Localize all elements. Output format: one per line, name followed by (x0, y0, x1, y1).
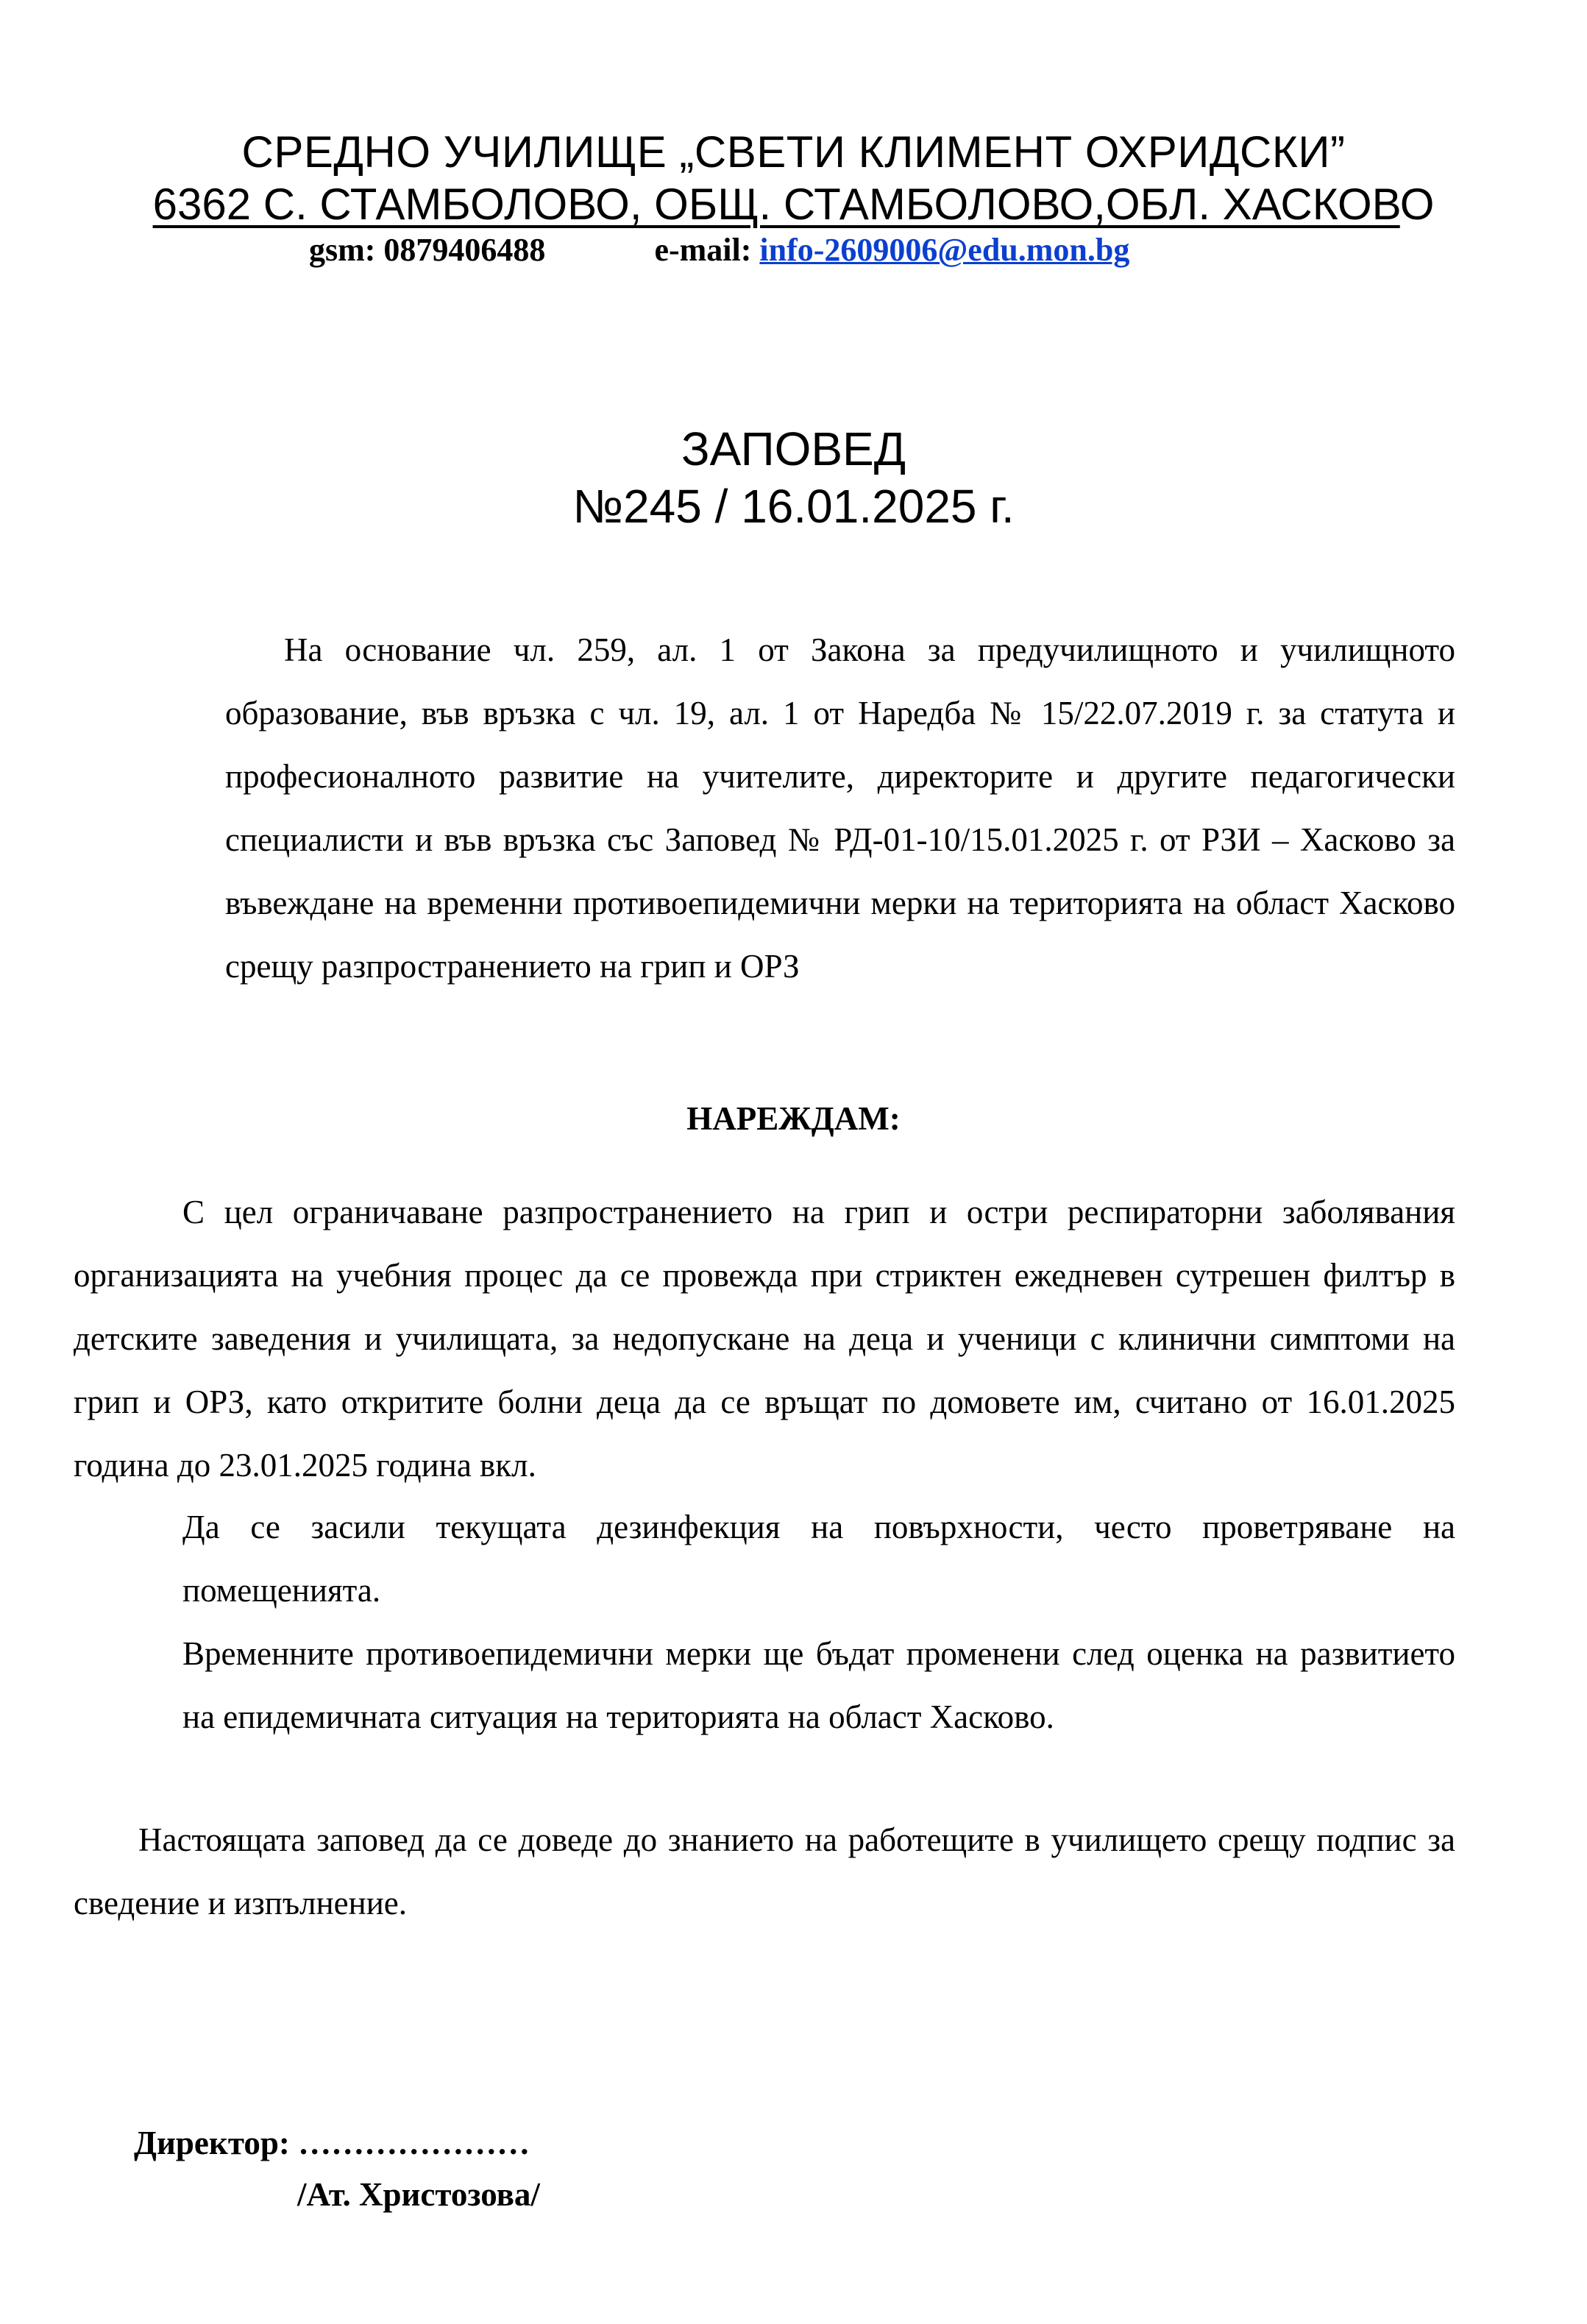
director-signature-line: Директор: ………………… (134, 2125, 530, 2161)
order-title: ЗАПОВЕД (681, 422, 906, 475)
school-address (0, 179, 1587, 230)
order-number: №245 / 16.01.2025 г. (572, 480, 1015, 533)
email-link[interactable]: info-2609006@edu.mon.bg (759, 232, 1130, 268)
director-name: /Ат. Христозова/ (297, 2176, 540, 2213)
measure-paragraph-2: Да се засили текущата дезинфекция на повърхности, често проветряване на помещенията. (182, 1509, 1455, 1609)
basis-paragraph: На основание чл. 259, ал. 1 от Закона за предучилищното и училищното образование, във връзка с чл. 19, ал. 1 от Наредба № 15/22.07.2019 г. за статута и професионалното развитие на учителите, директорите и другите педагогически специалисти и във връзка със Заповед № РД-01-10/15.01.2025 г. от РЗИ – Хасково за въвеждане на временни противоепидемични мерки на територията на област Хасково срещу разпространението на грип и ОРЗ (225, 631, 1455, 985)
school-address-underlined: 6362 С. СТАМБОЛОВО, ОБЩ. СТАМБОЛОВО,ОБЛ. ХАСКОВ (152, 180, 1400, 229)
school-name: СРЕДНО УЧИЛИЩЕ „СВЕТИ КЛИМЕНТ ОХРИДСКИ” (241, 127, 1346, 177)
command-heading: НАРЕЖДАМ: (686, 1100, 901, 1137)
contact-line (309, 230, 1129, 271)
measure-paragraph-3: Временните противоепидемични мерки ще бъдат променени след оценка на развитието на епидемичната ситуация на територията на област Хасково. (182, 1635, 1455, 1735)
closing-paragraph: Настоящата заповед да се доведе до знанието на работещите в училището срещу подпис за сведение и изпълнение. (74, 1821, 1455, 1921)
email-label: e-mail: (654, 232, 760, 268)
measure-paragraph-1: С цел ограничаване разпространението на грип и остри респираторни заболявания организацията на учебния процес да се провежда при стриктен ежедневен сутрешен филтър в детските заведения и училищата, за недопускане на деца и ученици с клинични симптоми на грип и ОРЗ, като откритите болни деца да се връщат по домовете им, считано от 16.01.2025 година до 23.01.2025 година вкл. (74, 1194, 1455, 1484)
gsm-label: gsm: 0879406488 (309, 232, 546, 268)
school-address-tail: О (1399, 180, 1435, 229)
